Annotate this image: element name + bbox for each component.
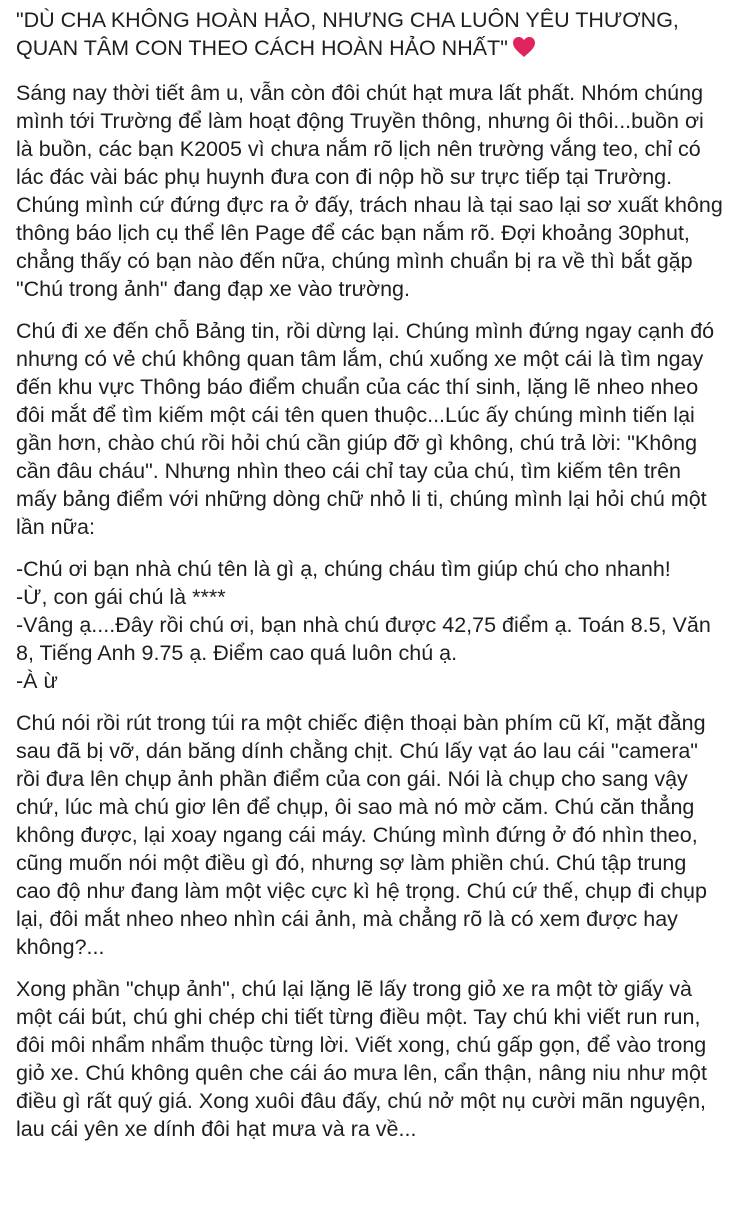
paragraph-4: Chú nói rồi rút trong túi ra một chiếc điện thoại bàn phím cũ kĩ, mặt đằng sau đã bị vỡ, dán băng dính chằng chịt. Chú lấy vạt áo lau cái "camera" rồi đưa lên chụp ảnh phần điểm của con gái. Nói là chụp cho sang vậy chứ, lúc mà chú giơ lên để chụp, ôi sao mà nó mờ căm. Chú căn thẳng không được, lại xoay ngang cái máy. Chúng mình đứng ở đó nhìn theo, cũng muốn nói một điều gì đó, nhưng sợ làm phiền chú. Chú tập trung cao độ như đang làm một việc cực kì hệ trọng. Chú cứ thế, chụp đi chụp lại, đôi mắt nheo nheo nhìn cái ảnh, mà chẳng rõ là có xem được hay không?... (16, 711, 707, 959)
paragraph-2: Chú đi xe đến chỗ Bảng tin, rồi dừng lại. Chúng mình đứng ngay cạnh đó nhưng có vẻ chú không quan tâm lắm, chú xuống xe một cái là tìm ngay đến khu vực Thông báo điểm chuẩn của các thí sinh, lặng lẽ nheo nheo đôi mắt để tìm kiếm một cái tên quen thuộc...Lúc ấy chúng mình tiến lại gần hơn, chào chú rồi hỏi chú cần giúp đỡ gì không, chú trả lời: "Không cần đâu cháu". Nhưng nhìn theo cái chỉ tay của chú, tìm kiếm tên trên mấy bảng điểm với những dòng chữ nhỏ li ti, chúng mình lại hỏi chú một lần nữa: (16, 319, 715, 539)
post-title: "DÙ CHA KHÔNG HOÀN HẢO, NHƯNG CHA LUÔN YÊU THƯƠNG, QUAN TÂM CON THEO CÁCH HOÀN HẢO NHẤT" (16, 8, 679, 60)
paragraph-1: Sáng nay thời tiết âm u, vẫn còn đôi chút hạt mưa lất phất. Nhóm chúng mình tới Trường để làm hoạt động Truyền thông, nhưng ôi thôi...buồn ơi là buồn, các bạn K2005 vì chưa nắm rõ lịch nên trường vắng teo, chỉ có lác đác vài bác phụ huynh đưa con đi nộp hồ sư trực tiếp tại Trường. Chúng mình cứ đứng đực ra ở đấy, trách nhau là tại sao lại sơ xuất không thông báo lịch cụ thể lên Page để các bạn nắm rõ. Đợi khoảng 30phut, chẳng thấy có bạn nào đến nữa, chúng mình chuẩn bị ra về thì bắt gặp "Chú trong ảnh" đang đạp xe vào trường. (16, 81, 723, 301)
paragraph-3-dialogue: -Chú ơi bạn nhà chú tên là gì ạ, chúng cháu tìm giúp chú cho nhanh! -Ừ, con gái chú là **** -Vâng ạ....Đây rồi chú ơi, bạn nhà chú được 42,75 điểm ạ. Toán 8.5, Văn 8, Tiếng Anh 9.75 ạ. Điểm cao quá luôn chú ạ. -À ừ (16, 557, 711, 693)
post-title-line (16, 6, 726, 65)
red-heart-icon (512, 36, 536, 65)
paragraph-5: Xong phần "chụp ảnh", chú lại lặng lẽ lấy trong giỏ xe ra một tờ giấy và một cái bút, chú ghi chép chi tiết từng điều một. Tay chú khi viết run run, đôi môi nhẩm nhẩm thuộc từng lời. Viết xong, chú gấp gọn, để vào trong giỏ xe. Chú không quên che cái áo mưa lên, cẩn thận, nâng niu như một điều gì rất quý giá. Xong xuôi đâu đấy, chú nở một nụ cười mãn nguyện, lau cái yên xe dính đôi hạt mưa và ra về... (16, 977, 707, 1141)
